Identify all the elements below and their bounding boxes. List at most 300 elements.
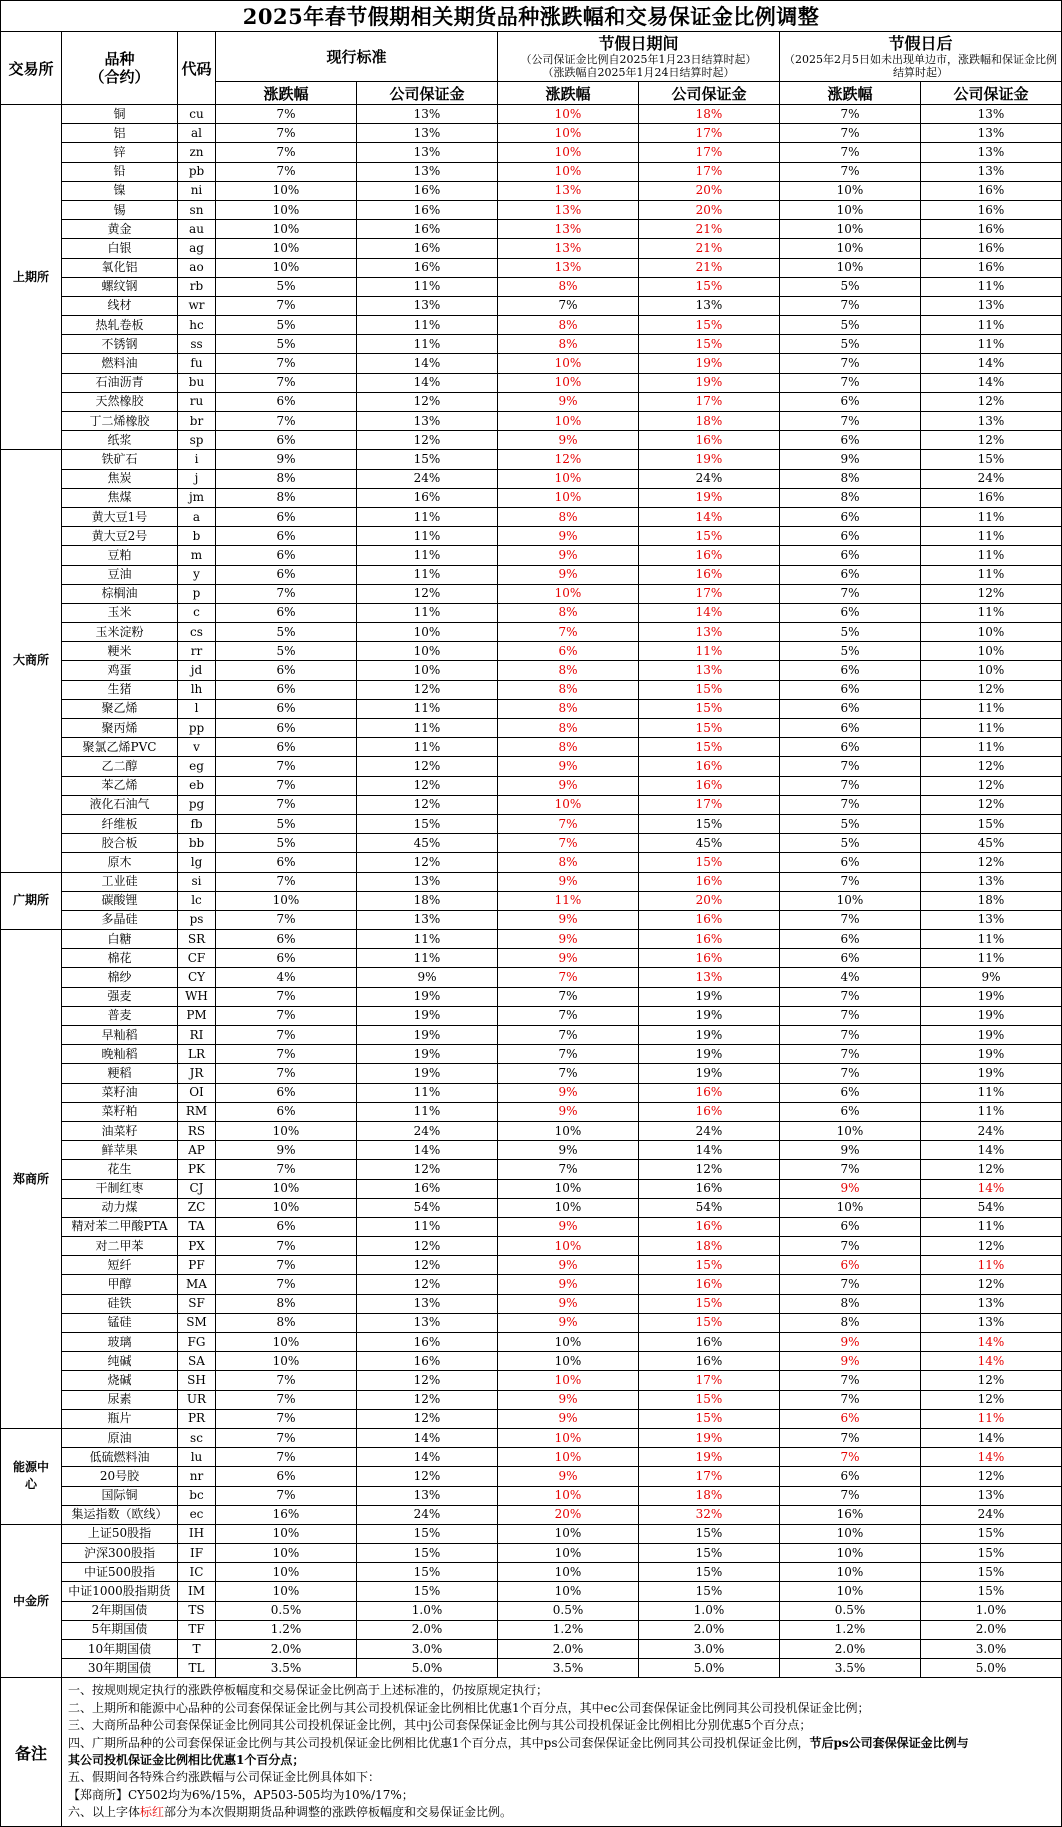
holiday-margin: 13% — [639, 296, 780, 315]
current-limit: 9% — [216, 450, 357, 469]
table-row — [1, 1217, 1062, 1236]
product-code: sp — [178, 431, 216, 450]
note-2: 二、上期所和能源中心品种的公司套保保证金比例与其公司投机保证金比例相比优惠1个百分点，其中ec公司套保保证金比例同其公司投机保证金比例； — [68, 1700, 870, 1715]
after-margin: 14% — [921, 1179, 1062, 1198]
holiday-margin: 17% — [639, 795, 780, 814]
product-name: 中证500股指 — [62, 1563, 178, 1582]
holiday-margin: 16% — [639, 949, 780, 968]
after-margin: 2.0% — [921, 1620, 1062, 1639]
after-limit: 7% — [780, 1275, 921, 1294]
header-holiday-limit: 涨跌幅 — [498, 82, 639, 105]
holiday-margin: 15% — [639, 738, 780, 757]
after-margin: 11% — [921, 316, 1062, 335]
current-margin: 11% — [357, 699, 498, 718]
current-limit: 6% — [216, 661, 357, 680]
after-limit: 6% — [780, 1409, 921, 1428]
holiday-margin: 18% — [639, 1237, 780, 1256]
holiday-limit: 9% — [498, 910, 639, 929]
holiday-margin: 13% — [639, 623, 780, 642]
current-limit: 10% — [216, 1333, 357, 1352]
holiday-margin: 19% — [639, 1428, 780, 1447]
current-limit: 2.0% — [216, 1640, 357, 1659]
after-limit: 3.5% — [780, 1659, 921, 1678]
exchange-cell: 广期所 — [1, 872, 62, 930]
holiday-limit: 10% — [498, 354, 639, 373]
current-margin: 15% — [357, 1544, 498, 1563]
current-margin: 13% — [357, 910, 498, 929]
after-limit: 7% — [780, 872, 921, 891]
product-code: rr — [178, 642, 216, 661]
product-name: 液化石油气 — [62, 795, 178, 814]
holiday-margin: 17% — [639, 584, 780, 603]
current-limit: 7% — [216, 757, 357, 776]
after-limit: 1.2% — [780, 1620, 921, 1639]
after-margin: 11% — [921, 1409, 1062, 1428]
after-margin: 13% — [921, 105, 1062, 124]
after-margin: 14% — [921, 1141, 1062, 1160]
current-limit: 6% — [216, 1102, 357, 1121]
current-margin: 11% — [357, 719, 498, 738]
after-margin: 11% — [921, 949, 1062, 968]
after-margin: 13% — [921, 1486, 1062, 1505]
holiday-margin: 15% — [639, 335, 780, 354]
table-row — [1, 1563, 1062, 1582]
after-limit: 6% — [780, 546, 921, 565]
current-margin: 13% — [357, 1486, 498, 1505]
holiday-limit: 7% — [498, 968, 639, 987]
table-row — [1, 1620, 1062, 1639]
current-limit: 7% — [216, 1390, 357, 1409]
holiday-limit: 10% — [498, 488, 639, 507]
holiday-limit: 7% — [498, 987, 639, 1006]
product-code: y — [178, 565, 216, 584]
holiday-margin: 15% — [639, 699, 780, 718]
notes-row — [1, 1678, 1062, 1826]
header-after-label: 节假日后 — [888, 33, 953, 53]
product-name: 集运指数（欧线） — [62, 1505, 178, 1524]
product-code: i — [178, 450, 216, 469]
holiday-limit: 9% — [498, 1467, 639, 1486]
after-limit: 6% — [780, 1083, 921, 1102]
product-name: 玻璃 — [62, 1333, 178, 1352]
current-limit: 6% — [216, 527, 357, 546]
current-limit: 7% — [216, 1006, 357, 1025]
product-name: 聚丙烯 — [62, 719, 178, 738]
holiday-limit: 9% — [498, 949, 639, 968]
after-limit: 7% — [780, 757, 921, 776]
product-code: jd — [178, 661, 216, 680]
after-margin: 19% — [921, 987, 1062, 1006]
holiday-limit: 8% — [498, 719, 639, 738]
after-margin: 13% — [921, 124, 1062, 143]
current-limit: 8% — [216, 1294, 357, 1313]
current-margin: 13% — [357, 143, 498, 162]
after-limit: 7% — [780, 1486, 921, 1505]
after-limit: 7% — [780, 412, 921, 431]
product-name: 铝 — [62, 124, 178, 143]
holiday-limit: 10% — [498, 584, 639, 603]
holiday-margin: 16% — [639, 1333, 780, 1352]
holiday-margin: 15% — [639, 1313, 780, 1332]
current-limit: 10% — [216, 1352, 357, 1371]
holiday-margin: 21% — [639, 220, 780, 239]
table-row — [1, 1486, 1062, 1505]
product-code: lu — [178, 1448, 216, 1467]
holiday-limit: 9% — [498, 565, 639, 584]
table-row — [1, 296, 1062, 315]
table-row — [1, 1467, 1062, 1486]
after-margin: 10% — [921, 623, 1062, 642]
product-name: 黄大豆2号 — [62, 527, 178, 546]
header-after-limit: 涨跌幅 — [780, 82, 921, 105]
product-name: 菜籽粕 — [62, 1102, 178, 1121]
current-margin: 11% — [357, 1102, 498, 1121]
current-limit: 10% — [216, 1179, 357, 1198]
product-code: PM — [178, 1006, 216, 1025]
table-row — [1, 757, 1062, 776]
current-limit: 10% — [216, 1563, 357, 1582]
current-margin: 16% — [357, 1333, 498, 1352]
current-limit: 7% — [216, 795, 357, 814]
holiday-limit: 10% — [498, 1448, 639, 1467]
holiday-margin: 20% — [639, 200, 780, 219]
after-limit: 5% — [780, 834, 921, 853]
current-margin: 24% — [357, 469, 498, 488]
current-limit: 16% — [216, 1505, 357, 1524]
after-margin: 11% — [921, 1256, 1062, 1275]
current-margin: 19% — [357, 987, 498, 1006]
current-margin: 14% — [357, 1141, 498, 1160]
header-after-note: （2025年2月5日如未出现单边市，涨跌幅和保证金比例结算时起） — [784, 52, 1057, 79]
product-name: 石油沥青 — [62, 373, 178, 392]
current-margin: 16% — [357, 200, 498, 219]
exchange-cell: 郑商所 — [1, 930, 62, 1429]
holiday-margin: 15% — [639, 814, 780, 833]
holiday-margin: 3.0% — [639, 1640, 780, 1659]
note-4c: 其公司投机保证金比例相比优惠1个百分点； — [68, 1753, 305, 1767]
after-margin: 19% — [921, 1006, 1062, 1025]
current-limit: 10% — [216, 181, 357, 200]
after-margin: 12% — [921, 431, 1062, 450]
product-name: 动力煤 — [62, 1198, 178, 1217]
holiday-limit: 8% — [498, 316, 639, 335]
current-margin: 16% — [357, 181, 498, 200]
table-row — [1, 412, 1062, 431]
after-margin: 12% — [921, 392, 1062, 411]
after-margin: 12% — [921, 1237, 1062, 1256]
product-code: lg — [178, 853, 216, 872]
current-limit: 6% — [216, 546, 357, 565]
after-margin: 16% — [921, 200, 1062, 219]
current-margin: 18% — [357, 891, 498, 910]
current-limit: 7% — [216, 1256, 357, 1275]
after-margin: 14% — [921, 1428, 1062, 1447]
holiday-margin: 14% — [639, 507, 780, 526]
product-name: 对二甲苯 — [62, 1237, 178, 1256]
holiday-limit: 9% — [498, 1313, 639, 1332]
current-margin: 11% — [357, 335, 498, 354]
product-name: 中证1000股指期货 — [62, 1582, 178, 1601]
after-limit: 5% — [780, 277, 921, 296]
holiday-limit: 10% — [498, 143, 639, 162]
current-limit: 7% — [216, 124, 357, 143]
after-margin: 12% — [921, 584, 1062, 603]
after-limit: 10% — [780, 1524, 921, 1543]
current-margin: 11% — [357, 949, 498, 968]
header-holiday — [498, 32, 780, 82]
table-row — [1, 335, 1062, 354]
product-code: IM — [178, 1582, 216, 1601]
after-limit: 7% — [780, 1045, 921, 1064]
holiday-margin: 5.0% — [639, 1659, 780, 1678]
product-code: ps — [178, 910, 216, 929]
after-margin: 13% — [921, 143, 1062, 162]
holiday-margin: 17% — [639, 162, 780, 181]
after-limit: 10% — [780, 1544, 921, 1563]
holiday-margin: 21% — [639, 258, 780, 277]
table-row — [1, 1524, 1062, 1543]
after-limit: 7% — [780, 1026, 921, 1045]
product-code: JR — [178, 1064, 216, 1083]
note-4b: 节后ps公司套保保证金比例与 — [809, 1735, 969, 1750]
holiday-margin: 54% — [639, 1198, 780, 1217]
product-code: TF — [178, 1620, 216, 1639]
after-limit: 10% — [780, 200, 921, 219]
current-limit: 7% — [216, 987, 357, 1006]
note-5: 五、假期间各特殊合约涨跌幅与公司保证金比例具体如下： — [68, 1770, 381, 1785]
holiday-margin: 45% — [639, 834, 780, 853]
table-row — [1, 1198, 1062, 1217]
product-code: fu — [178, 354, 216, 373]
current-margin: 13% — [357, 124, 498, 143]
after-limit: 6% — [780, 431, 921, 450]
header-current: 现行标准 — [216, 32, 498, 82]
current-limit: 5% — [216, 277, 357, 296]
product-name: 乙二醇 — [62, 757, 178, 776]
note-6b: 标红 — [140, 1805, 165, 1820]
after-limit: 7% — [780, 354, 921, 373]
current-limit: 7% — [216, 1045, 357, 1064]
holiday-limit: 10% — [498, 373, 639, 392]
table-row — [1, 1428, 1062, 1447]
holiday-limit: 8% — [498, 738, 639, 757]
product-code: hc — [178, 316, 216, 335]
after-margin: 13% — [921, 872, 1062, 891]
holiday-margin: 15% — [639, 1409, 780, 1428]
product-code: RM — [178, 1102, 216, 1121]
holiday-margin: 19% — [639, 450, 780, 469]
holiday-limit: 7% — [498, 623, 639, 642]
holiday-limit: 0.5% — [498, 1601, 639, 1620]
table-row — [1, 1294, 1062, 1313]
holiday-margin: 18% — [639, 1486, 780, 1505]
current-margin: 16% — [357, 220, 498, 239]
table-row — [1, 776, 1062, 795]
table-row — [1, 1333, 1062, 1352]
product-code: eb — [178, 776, 216, 795]
holiday-margin: 16% — [639, 565, 780, 584]
product-code: T — [178, 1640, 216, 1659]
table-row — [1, 1179, 1062, 1198]
current-limit: 8% — [216, 1313, 357, 1332]
holiday-limit: 7% — [498, 1160, 639, 1179]
header-product — [62, 32, 178, 105]
holiday-limit: 12% — [498, 450, 639, 469]
holiday-limit: 10% — [498, 105, 639, 124]
current-margin: 12% — [357, 757, 498, 776]
note-5b: 【郑商所】CY502均为6%/15%，AP503-505均为10%/17%； — [68, 1787, 414, 1802]
current-margin: 15% — [357, 450, 498, 469]
holiday-margin: 18% — [639, 105, 780, 124]
product-name: 棕榈油 — [62, 584, 178, 603]
after-margin: 11% — [921, 930, 1062, 949]
current-margin: 10% — [357, 642, 498, 661]
current-limit: 7% — [216, 1026, 357, 1045]
after-margin: 12% — [921, 795, 1062, 814]
holiday-limit: 9% — [498, 431, 639, 450]
after-margin: 11% — [921, 738, 1062, 757]
exchange-cell: 大商所 — [1, 450, 62, 872]
after-limit: 9% — [780, 1141, 921, 1160]
holiday-margin: 15% — [639, 1256, 780, 1275]
after-limit: 6% — [780, 1467, 921, 1486]
current-margin: 15% — [357, 1582, 498, 1601]
product-name: 天然橡胶 — [62, 392, 178, 411]
after-margin: 13% — [921, 910, 1062, 929]
current-limit: 7% — [216, 1160, 357, 1179]
product-code: ru — [178, 392, 216, 411]
after-margin: 54% — [921, 1198, 1062, 1217]
product-name: 早籼稻 — [62, 1026, 178, 1045]
product-code: PX — [178, 1237, 216, 1256]
table-row — [1, 1237, 1062, 1256]
holiday-margin: 16% — [639, 1102, 780, 1121]
after-margin: 11% — [921, 699, 1062, 718]
holiday-margin: 15% — [639, 1582, 780, 1601]
current-margin: 19% — [357, 1026, 498, 1045]
current-margin: 11% — [357, 738, 498, 757]
after-limit: 6% — [780, 1256, 921, 1275]
product-code: ec — [178, 1505, 216, 1524]
current-limit: 10% — [216, 258, 357, 277]
after-limit: 6% — [780, 1102, 921, 1121]
product-name: 螺纹钢 — [62, 277, 178, 296]
after-margin: 12% — [921, 757, 1062, 776]
product-code: IH — [178, 1524, 216, 1543]
holiday-margin: 16% — [639, 776, 780, 795]
after-limit: 7% — [780, 910, 921, 929]
after-margin: 11% — [921, 719, 1062, 738]
after-margin: 12% — [921, 1160, 1062, 1179]
holiday-margin: 2.0% — [639, 1620, 780, 1639]
holiday-limit: 8% — [498, 507, 639, 526]
product-name: 黄金 — [62, 220, 178, 239]
holiday-margin: 20% — [639, 181, 780, 200]
current-limit: 9% — [216, 1141, 357, 1160]
holiday-margin: 16% — [639, 930, 780, 949]
current-limit: 7% — [216, 1064, 357, 1083]
after-margin: 13% — [921, 162, 1062, 181]
holiday-limit: 9% — [498, 757, 639, 776]
holiday-limit: 10% — [498, 1121, 639, 1140]
table-row — [1, 642, 1062, 661]
holiday-limit: 8% — [498, 335, 639, 354]
product-name: 鲜苹果 — [62, 1141, 178, 1160]
holiday-limit: 10% — [498, 162, 639, 181]
current-limit: 7% — [216, 872, 357, 891]
after-margin: 12% — [921, 1390, 1062, 1409]
holiday-limit: 9% — [498, 930, 639, 949]
holiday-margin: 15% — [639, 1544, 780, 1563]
table-row — [1, 834, 1062, 853]
after-limit: 9% — [780, 450, 921, 469]
after-limit: 10% — [780, 1582, 921, 1601]
holiday-limit: 8% — [498, 699, 639, 718]
product-code: RS — [178, 1121, 216, 1140]
table-row — [1, 143, 1062, 162]
holiday-margin: 16% — [639, 872, 780, 891]
holiday-limit: 9% — [498, 1275, 639, 1294]
product-code: PR — [178, 1409, 216, 1428]
table-row — [1, 949, 1062, 968]
header-after-margin: 公司保证金 — [921, 82, 1062, 105]
current-margin: 13% — [357, 105, 498, 124]
product-code: CY — [178, 968, 216, 987]
after-limit: 10% — [780, 1198, 921, 1217]
product-name: 工业硅 — [62, 872, 178, 891]
product-name: 胶合板 — [62, 834, 178, 853]
after-margin: 13% — [921, 412, 1062, 431]
product-name: 上证50股指 — [62, 1524, 178, 1543]
product-code: SM — [178, 1313, 216, 1332]
product-name: 干制红枣 — [62, 1179, 178, 1198]
table-row — [1, 1659, 1062, 1678]
holiday-limit: 9% — [498, 527, 639, 546]
table-row — [1, 872, 1062, 891]
after-limit: 6% — [780, 949, 921, 968]
current-limit: 7% — [216, 1237, 357, 1256]
after-limit: 5% — [780, 642, 921, 661]
holiday-limit: 10% — [498, 1544, 639, 1563]
after-margin: 15% — [921, 450, 1062, 469]
current-margin: 10% — [357, 623, 498, 642]
header-exchange: 交易所 — [1, 32, 62, 105]
table-row — [1, 450, 1062, 469]
table-row — [1, 1160, 1062, 1179]
table-row — [1, 1121, 1062, 1140]
product-name: 纯碱 — [62, 1352, 178, 1371]
after-limit: 6% — [780, 680, 921, 699]
product-name: 甲醇 — [62, 1275, 178, 1294]
holiday-margin: 17% — [639, 1371, 780, 1390]
current-margin: 24% — [357, 1121, 498, 1140]
holiday-limit: 9% — [498, 1294, 639, 1313]
holiday-margin: 19% — [639, 1045, 780, 1064]
holiday-margin: 17% — [639, 124, 780, 143]
table-row — [1, 1601, 1062, 1620]
holiday-margin: 11% — [639, 642, 780, 661]
current-margin: 12% — [357, 1237, 498, 1256]
product-code: si — [178, 872, 216, 891]
product-code: pb — [178, 162, 216, 181]
product-name: 玉米 — [62, 603, 178, 622]
current-limit: 7% — [216, 373, 357, 392]
table-row — [1, 354, 1062, 373]
after-limit: 7% — [780, 105, 921, 124]
after-limit: 7% — [780, 987, 921, 1006]
after-margin: 15% — [921, 1544, 1062, 1563]
holiday-margin: 17% — [639, 1467, 780, 1486]
